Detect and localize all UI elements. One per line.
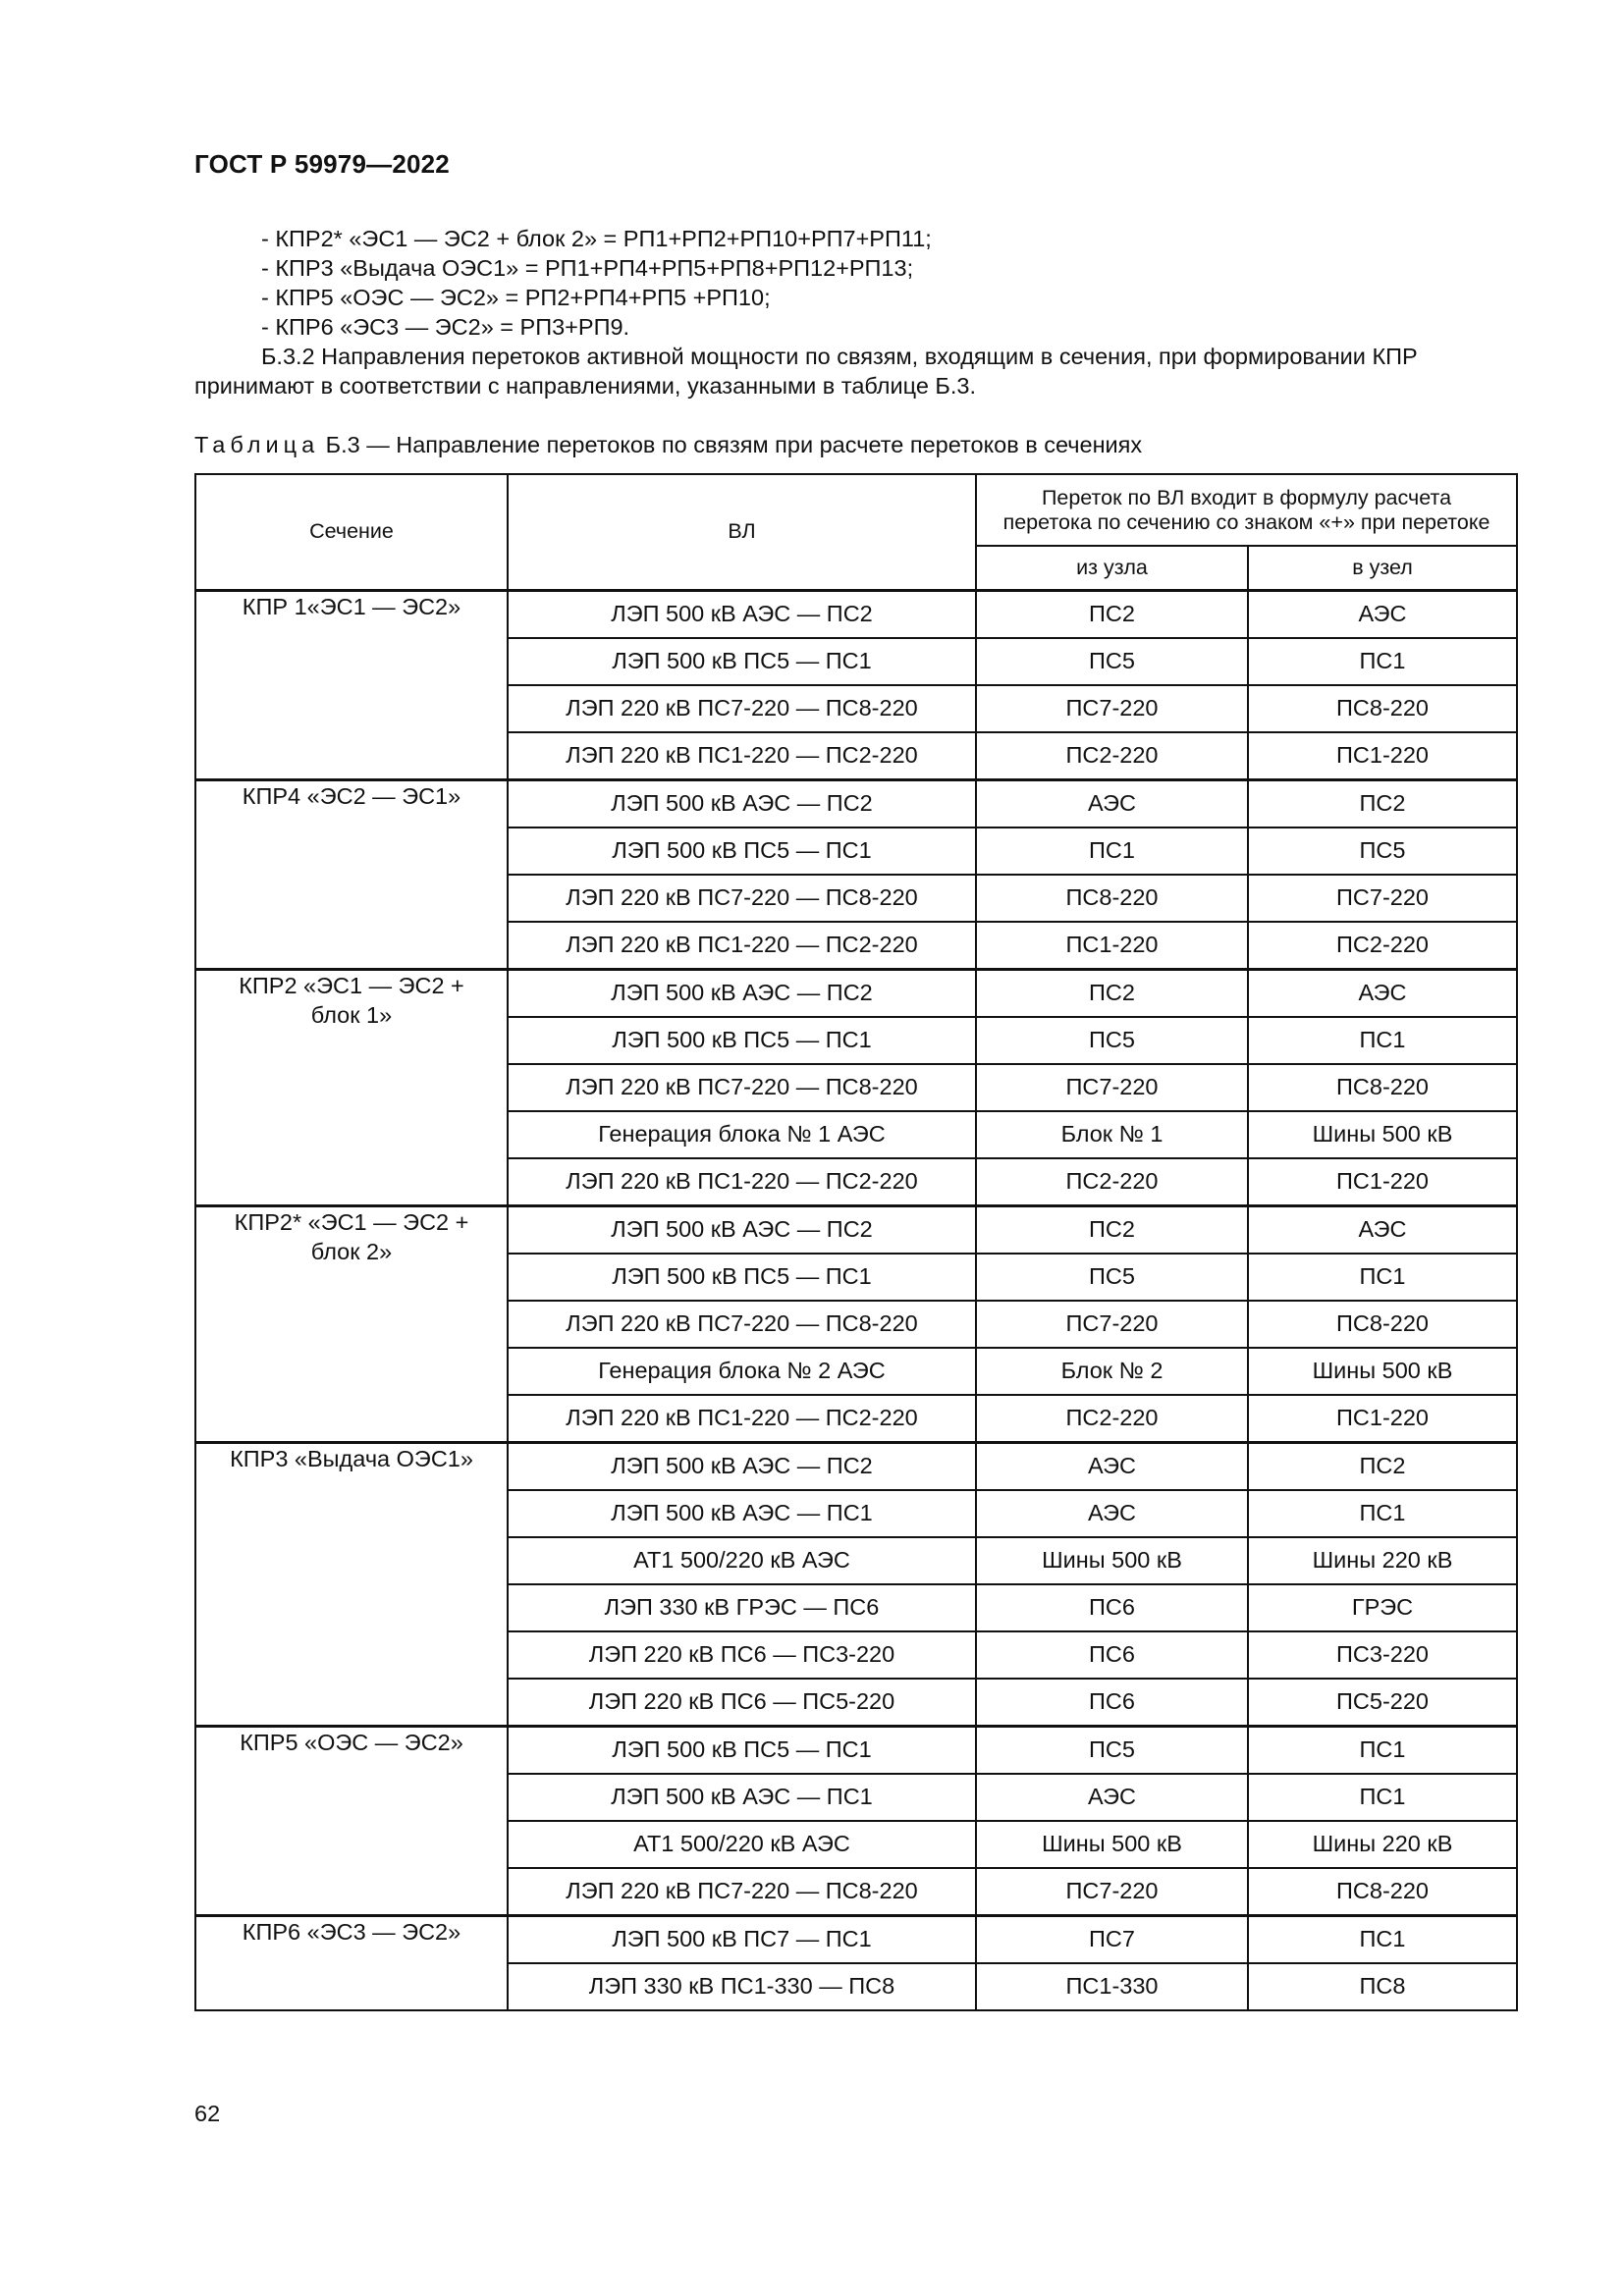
line-cell: ЛЭП 500 кВ ПС5 — ПС1 — [508, 1726, 976, 1774]
from-node-cell: ПС5 — [976, 1254, 1248, 1301]
line-cell: ЛЭП 220 кВ ПС6 — ПС5-220 — [508, 1679, 976, 1727]
line-cell: ЛЭП 500 кВ АЭС — ПС2 — [508, 969, 976, 1017]
header-flow — [976, 474, 1517, 546]
from-node-cell: ПС2-220 — [976, 1395, 1248, 1443]
table-body — [195, 590, 1517, 2010]
section-cell — [195, 590, 508, 779]
to-node-cell: ПС1 — [1248, 1915, 1517, 1963]
paragraph-line: Б.3.2 Направления перетоков активной мощности по связям, входящим в сечения, при формировании КПР — [261, 344, 1418, 369]
table-row — [195, 1205, 1517, 1254]
to-node-cell: ПС7-220 — [1248, 875, 1517, 922]
table-row — [195, 1726, 1517, 1774]
page-number: 62 — [194, 2101, 221, 2126]
from-node-cell: ПС7-220 — [976, 685, 1248, 732]
paragraph-line: принимают в соответствии с направлениями, указанными в таблице Б.3. — [194, 373, 976, 399]
header-row — [195, 474, 1517, 546]
to-node-cell: Шины 500 кВ — [1248, 1348, 1517, 1395]
section-name-line: блок 2» — [310, 1238, 393, 1264]
from-node-cell: АЭС — [976, 1490, 1248, 1537]
to-node-cell: ПС1 — [1248, 1726, 1517, 1774]
section-cell — [195, 1442, 508, 1726]
header-line: ВЛ — [508, 474, 976, 590]
from-node-cell: ПС1-330 — [976, 1963, 1248, 2010]
list-item: - КПР5 «ОЭС — ЭС2» = РП2+РП4+РП5 +РП10; — [261, 285, 771, 310]
table-row — [195, 1442, 1517, 1490]
from-node-cell: ПС2-220 — [976, 1158, 1248, 1206]
to-node-cell: ПС8-220 — [1248, 1301, 1517, 1348]
to-node-cell: ПС1 — [1248, 1490, 1517, 1537]
line-cell: ЛЭП 330 кВ ГРЭС — ПС6 — [508, 1584, 976, 1631]
line-cell: АТ1 500/220 кВ АЭС — [508, 1821, 976, 1868]
header-section: Сечение — [195, 474, 508, 590]
to-node-cell: ПС1-220 — [1248, 1158, 1517, 1206]
line-cell: ЛЭП 500 кВ АЭС — ПС2 — [508, 590, 976, 638]
to-node-cell: ПС2 — [1248, 779, 1517, 828]
line-cell: ЛЭП 330 кВ ПС1-330 — ПС8 — [508, 1963, 976, 2010]
section-name-line: КПР3 «Выдача ОЭС1» — [230, 1445, 473, 1471]
to-node-cell: Шины 220 кВ — [1248, 1537, 1517, 1584]
to-node-cell: ПС8-220 — [1248, 685, 1517, 732]
section-cell — [195, 779, 508, 969]
line-cell: Генерация блока № 2 АЭС — [508, 1348, 976, 1395]
from-node-cell: АЭС — [976, 1442, 1248, 1490]
to-node-cell: АЭС — [1248, 969, 1517, 1017]
table-row — [195, 590, 1517, 638]
section-name-line: КПР 1«ЭС1 — ЭС2» — [242, 593, 461, 619]
to-node-cell: АЭС — [1248, 590, 1517, 638]
line-cell: ЛЭП 500 кВ АЭС — ПС1 — [508, 1490, 976, 1537]
from-node-cell: ПС6 — [976, 1679, 1248, 1727]
line-cell: ЛЭП 500 кВ ПС7 — ПС1 — [508, 1915, 976, 1963]
to-node-cell: ПС1 — [1248, 1254, 1517, 1301]
from-node-cell: ПС7-220 — [976, 1868, 1248, 1916]
header-from-node: из узла — [976, 546, 1248, 590]
from-node-cell: ПС8-220 — [976, 875, 1248, 922]
from-node-cell: ПС7 — [976, 1915, 1248, 1963]
to-node-cell: Шины 220 кВ — [1248, 1821, 1517, 1868]
line-cell: ЛЭП 220 кВ ПС1-220 — ПС2-220 — [508, 1158, 976, 1206]
section-cell — [195, 1915, 508, 2010]
section-cell — [195, 1205, 508, 1442]
to-node-cell: ПС1 — [1248, 638, 1517, 685]
list-item: - КПР3 «Выдача ОЭС1» = РП1+РП4+РП5+РП8+РП12+РП13; — [261, 255, 914, 281]
section-cell — [195, 969, 508, 1205]
to-node-cell: ГРЭС — [1248, 1584, 1517, 1631]
section-name-line: КПР5 «ОЭС — ЭС2» — [240, 1729, 463, 1755]
to-node-cell: АЭС — [1248, 1205, 1517, 1254]
document-header: ГОСТ Р 59979—2022 — [194, 149, 450, 179]
line-cell: ЛЭП 500 кВ АЭС — ПС2 — [508, 1205, 976, 1254]
section-name-line: КПР4 «ЭС2 — ЭС1» — [242, 782, 461, 809]
line-cell: ЛЭП 500 кВ АЭС — ПС1 — [508, 1774, 976, 1821]
line-cell: ЛЭП 500 кВ ПС5 — ПС1 — [508, 828, 976, 875]
from-node-cell: ПС2-220 — [976, 732, 1248, 780]
from-node-cell: Шины 500 кВ — [976, 1821, 1248, 1868]
from-node-cell: ПС2 — [976, 1205, 1248, 1254]
line-cell: Генерация блока № 1 АЭС — [508, 1111, 976, 1158]
to-node-cell: ПС1 — [1248, 1017, 1517, 1064]
table-row — [195, 1915, 1517, 1963]
caption-label: Таблица — [194, 432, 320, 457]
table-row — [195, 779, 1517, 828]
from-node-cell: ПС6 — [976, 1631, 1248, 1679]
line-cell: ЛЭП 500 кВ ПС5 — ПС1 — [508, 1254, 976, 1301]
to-node-cell: ПС8 — [1248, 1963, 1517, 2010]
line-cell: ЛЭП 220 кВ ПС1-220 — ПС2-220 — [508, 732, 976, 780]
flow-direction-table — [194, 473, 1518, 2011]
to-node-cell: ПС8-220 — [1248, 1868, 1517, 1916]
from-node-cell: Блок № 2 — [976, 1348, 1248, 1395]
list-item: - КПР2* «ЭС1 — ЭС2 + блок 2» = РП1+РП2+РП10+РП7+РП11; — [261, 226, 932, 251]
from-node-cell: ПС7-220 — [976, 1064, 1248, 1111]
to-node-cell: ПС2-220 — [1248, 922, 1517, 970]
line-cell: АТ1 500/220 кВ АЭС — [508, 1537, 976, 1584]
to-node-cell: ПС1-220 — [1248, 1395, 1517, 1443]
from-node-cell: ПС1-220 — [976, 922, 1248, 970]
line-cell: ЛЭП 500 кВ ПС5 — ПС1 — [508, 638, 976, 685]
from-node-cell: Шины 500 кВ — [976, 1537, 1248, 1584]
from-node-cell: ПС2 — [976, 590, 1248, 638]
line-cell: ЛЭП 500 кВ ПС5 — ПС1 — [508, 1017, 976, 1064]
from-node-cell: Блок № 1 — [976, 1111, 1248, 1158]
from-node-cell: ПС5 — [976, 1017, 1248, 1064]
line-cell: ЛЭП 500 кВ АЭС — ПС2 — [508, 1442, 976, 1490]
to-node-cell: ПС1-220 — [1248, 732, 1517, 780]
to-node-cell: ПС5 — [1248, 828, 1517, 875]
line-cell: ЛЭП 220 кВ ПС1-220 — ПС2-220 — [508, 922, 976, 970]
line-cell: ЛЭП 220 кВ ПС7-220 — ПС8-220 — [508, 1868, 976, 1916]
header-flow-line2: перетока по сечению со знаком «+» при перетоке — [1002, 509, 1490, 534]
from-node-cell: ПС2 — [976, 969, 1248, 1017]
caption-text: Б.3 — Направление перетоков по связям при расчете перетоков в сечениях — [319, 432, 1143, 457]
header-flow-line1: Переток по ВЛ входит в формулу расчета — [1041, 485, 1452, 509]
to-node-cell: Шины 500 кВ — [1248, 1111, 1517, 1158]
table-caption — [194, 432, 1142, 458]
from-node-cell: АЭС — [976, 1774, 1248, 1821]
to-node-cell: ПС3-220 — [1248, 1631, 1517, 1679]
from-node-cell: ПС7-220 — [976, 1301, 1248, 1348]
to-node-cell: ПС2 — [1248, 1442, 1517, 1490]
list-item: - КПР6 «ЭС3 — ЭС2» = РП3+РП9. — [261, 314, 630, 340]
line-cell: ЛЭП 220 кВ ПС7-220 — ПС8-220 — [508, 685, 976, 732]
to-node-cell: ПС5-220 — [1248, 1679, 1517, 1727]
line-cell: ЛЭП 220 кВ ПС7-220 — ПС8-220 — [508, 875, 976, 922]
line-cell: ЛЭП 500 кВ АЭС — ПС2 — [508, 779, 976, 828]
from-node-cell: ПС6 — [976, 1584, 1248, 1631]
to-node-cell: ПС8-220 — [1248, 1064, 1517, 1111]
line-cell: ЛЭП 220 кВ ПС1-220 — ПС2-220 — [508, 1395, 976, 1443]
from-node-cell: ПС1 — [976, 828, 1248, 875]
to-node-cell: ПС1 — [1248, 1774, 1517, 1821]
section-name-line: КПР2 «ЭС1 — ЭС2 + — [239, 972, 464, 998]
header-to-node: в узел — [1248, 546, 1517, 590]
line-cell: ЛЭП 220 кВ ПС7-220 — ПС8-220 — [508, 1301, 976, 1348]
from-node-cell: ПС5 — [976, 1726, 1248, 1774]
table-header — [195, 474, 1517, 590]
from-node-cell: ПС5 — [976, 638, 1248, 685]
section-cell — [195, 1726, 508, 1915]
intro-block — [194, 224, 1515, 400]
section-name-line: блок 1» — [310, 1001, 393, 1028]
from-node-cell: АЭС — [976, 779, 1248, 828]
line-cell: ЛЭП 220 кВ ПС6 — ПС3-220 — [508, 1631, 976, 1679]
table-row — [195, 969, 1517, 1017]
section-name-line: КПР6 «ЭС3 — ЭС2» — [242, 1918, 461, 1945]
line-cell: ЛЭП 220 кВ ПС7-220 — ПС8-220 — [508, 1064, 976, 1111]
section-name-line: КПР2* «ЭС1 — ЭС2 + — [234, 1208, 469, 1235]
